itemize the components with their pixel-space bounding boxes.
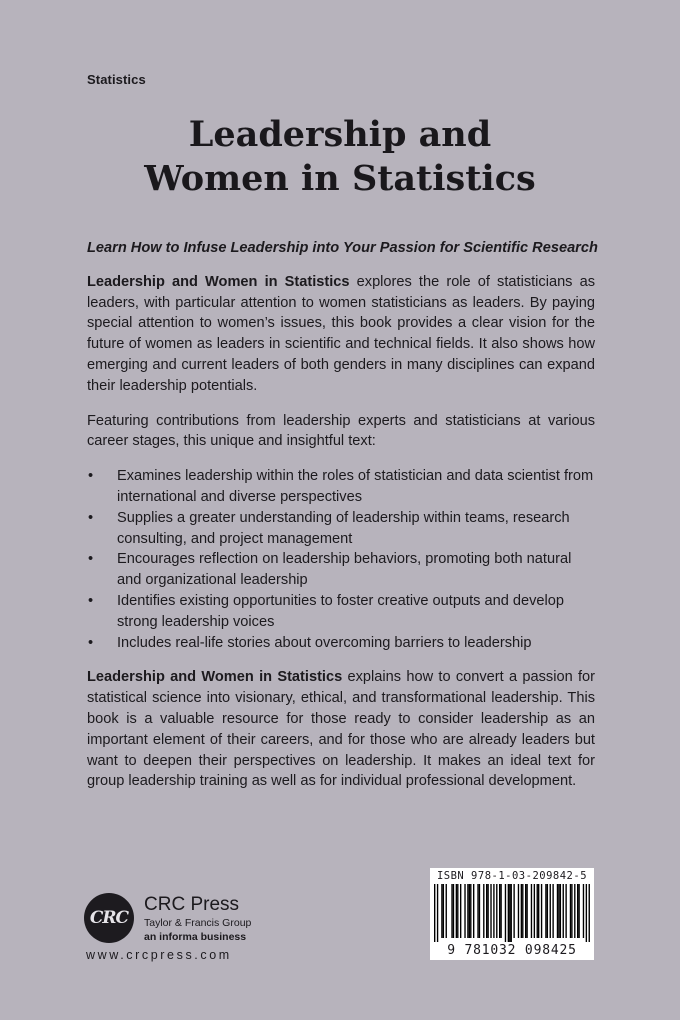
feature-list	[87, 466, 595, 653]
feature-item	[87, 549, 595, 591]
book-title-line-1: Leadership and	[188, 114, 492, 155]
bullet-icon: •	[88, 592, 94, 609]
feature-item	[87, 508, 595, 550]
closing-book-name: Leadership and Women in Statistics	[87, 669, 343, 686]
feature-text: Includes real-life stories about overcoming barriers to leadership	[117, 634, 532, 651]
publisher-url: www.crcpress.com	[86, 948, 232, 962]
bullet-icon: •	[88, 509, 94, 526]
closing-paragraph	[87, 667, 595, 792]
feature-item	[87, 466, 595, 508]
publisher-group: Taylor & Francis Group	[144, 917, 252, 929]
publisher-logo	[84, 893, 284, 973]
book-title-line-2: Women in Statistics	[144, 158, 536, 199]
intro-book-name: Leadership and Women in Statistics	[87, 273, 350, 290]
intro-text: explores the role of statisticians as leaders, with particular attention to women statisticians as leaders. By paying special attention to women’s issues, this book provides a clear vision for the future of women as leaders in scientific and technical fields. It also shows how emerging and current leaders of both genders in many disciplines can expand their leadership potentials.	[87, 273, 596, 394]
bullet-icon: •	[88, 468, 94, 485]
feature-text: Examines leadership within the roles of statistician and data scientist from international and diverse perspectives	[117, 468, 594, 505]
book-title	[0, 113, 680, 201]
category-label: Statistics	[87, 72, 146, 87]
publisher-informa: an informa business	[144, 931, 247, 943]
feature-text: Identifies existing opportunities to foster creative outputs and develop strong leadership voices	[117, 592, 565, 630]
barcode-bars	[434, 884, 590, 942]
back-cover-description	[87, 238, 598, 806]
closing-text: explains how to convert a passion for statistical science into visionary, ethical, and transformational leadership. This book is a valuable resource for those ready to consider leadership as an important element of their careers, and for those who are already leaders but want to deepen their perspectives on leadership. It makes an ideal text for group leadership training as well as for individual professional development.	[87, 669, 595, 790]
feature-text: Supplies a greater understanding of leadership within teams, research consulting, and project management	[117, 509, 570, 547]
feature-text: Encourages reflection on leadership behaviors, promoting both natural and organizational leadership	[117, 551, 572, 589]
feature-item	[87, 591, 595, 633]
bullet-icon: •	[88, 634, 94, 651]
isbn-digits: 9 781032 098425	[447, 943, 577, 958]
bullet-icon: •	[88, 551, 94, 568]
isbn-barcode	[430, 868, 594, 960]
crc-logo-text: CRC	[89, 908, 129, 928]
intro-paragraph	[87, 272, 595, 397]
publisher-name: CRC Press	[144, 894, 240, 915]
isbn-label: ISBN 978-1-03-209842-5	[436, 870, 588, 882]
tagline: Learn How to Infuse Leadership into Your Passion for Scientific Research	[87, 240, 598, 256]
feature-item	[87, 633, 595, 654]
features-intro: Featuring contributions from leadership experts and statisticians at various career stages, this unique and insightful text:	[87, 412, 595, 450]
crc-logo-icon	[84, 893, 134, 943]
